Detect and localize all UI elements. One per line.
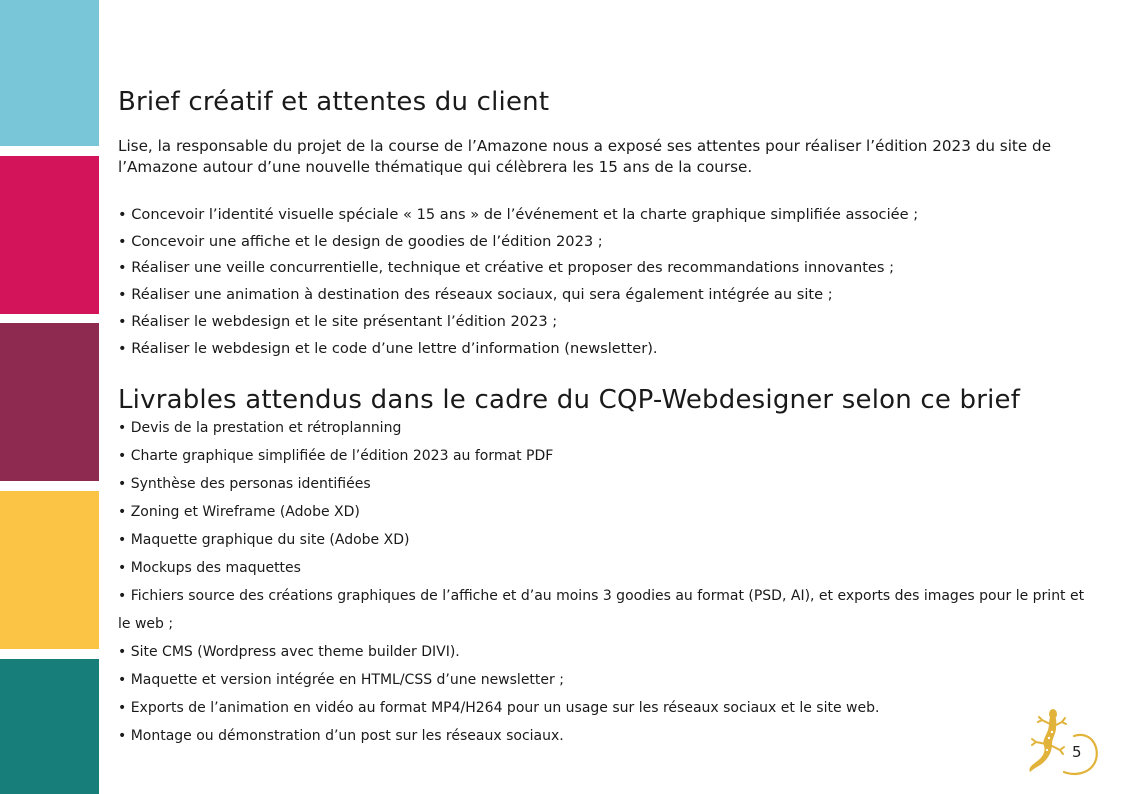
list-item: • Maquette graphique du site (Adobe XD) [118, 532, 410, 549]
page-number: 5 [1072, 743, 1082, 761]
list-item: • Site CMS (Wordpress avec theme builder DIVI). [118, 644, 460, 661]
decorative-band-yellow [0, 491, 99, 649]
deliverables-list [118, 414, 1088, 750]
gecko-head-shape [1049, 709, 1057, 719]
list-item: • Montage ou démonstration d’un post sur les réseaux sociaux. [118, 728, 564, 745]
list-item: • Zoning et Wireframe (Adobe XD) [118, 504, 360, 521]
list-item: • Mockups des maquettes [118, 560, 301, 577]
list-item: • Réaliser le webdesign et le site présentant l’édition 2023 ; [118, 312, 558, 330]
list-item: • Fichiers source des créations graphiques de l’affiche et d’au moins 3 goodies au format (PSD, AI), et exports des images pour le print et le web ; [118, 588, 1085, 633]
brief-intro-paragraph: Lise, la responsable du projet de la course de l’Amazone nous a exposé ses attentes pour réaliser l’édition 2023 du site de l’Amazone autour d’une nouvelle thématique qui célèbrera les 15 ans de la course. [118, 137, 1052, 176]
section-title-brief: Brief créatif et attentes du client [118, 87, 550, 117]
decorative-band-plum [0, 323, 99, 481]
gecko-logo-icon [1022, 706, 1102, 778]
list-item: • Exports de l’animation en vidéo au format MP4/H264 pour un usage sur les réseaux sociaux et le site web. [118, 700, 880, 717]
list-item: • Synthèse des personas identifiées [118, 476, 371, 493]
list-item: • Concevoir une affiche et le design de goodies de l’édition 2023 ; [118, 232, 603, 250]
list-item: • Réaliser une animation à destination des réseaux sociaux, qui sera également intégrée au site ; [118, 286, 833, 304]
list-item: • Concevoir l’identité visuelle spéciale « 15 ans » de l’événement et la charte graphique simplifiée associée ; [118, 206, 919, 223]
expectations-list [118, 202, 1088, 362]
list-item: • Charte graphique simplifiée de l’édition 2023 au format PDF [118, 448, 554, 465]
decorative-band-blue [0, 0, 99, 146]
list-item: • Réaliser une veille concurrentielle, technique et créative et proposer des recommandations innovantes ; [118, 259, 895, 277]
page-content [118, 84, 1088, 750]
decorative-band-teal [0, 659, 99, 794]
list-item: • Devis de la prestation et rétroplanning [118, 420, 402, 437]
section-title-deliverables: Livrables attendus dans le cadre du CQP-Webdesigner selon ce brief [118, 385, 1021, 416]
decorative-band-pink [0, 156, 99, 314]
list-item: • Maquette et version intégrée en HTML/CSS d’une newsletter ; [118, 672, 564, 689]
list-item: • Réaliser le webdesign et le code d’une lettre d’information (newsletter). [118, 339, 658, 357]
